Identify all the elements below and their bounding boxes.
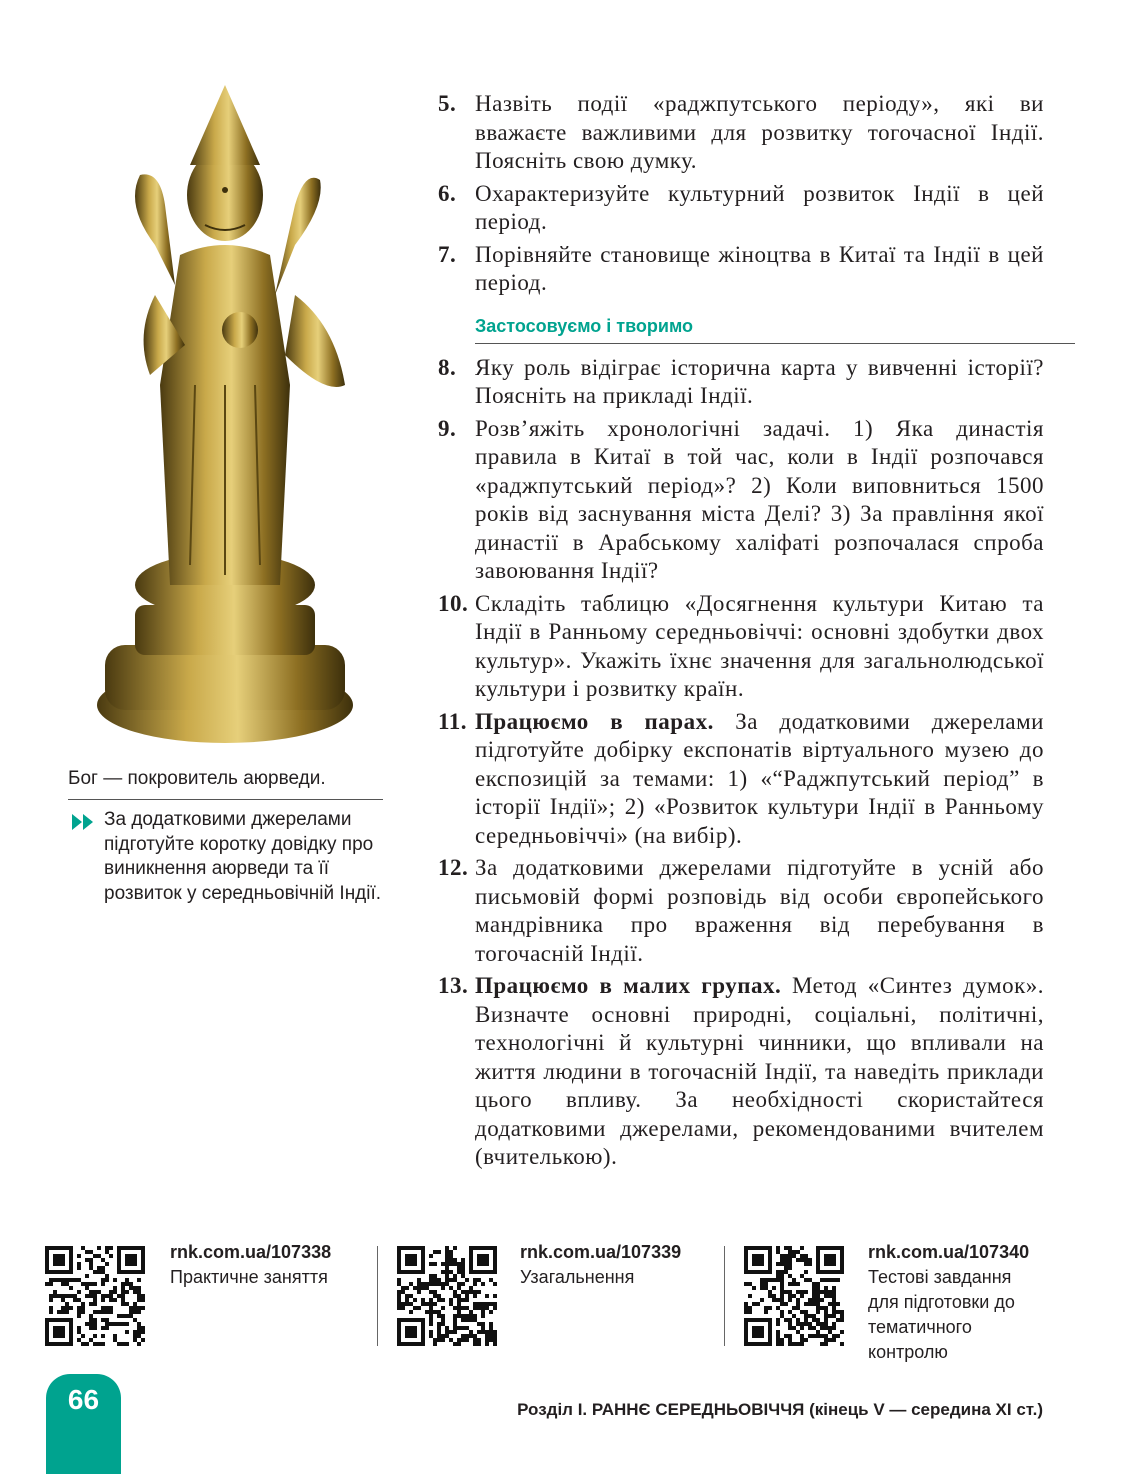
qr-url[interactable]: rnk.com.ua/107339 — [520, 1242, 682, 1262]
qr-code-icon[interactable] — [744, 1246, 844, 1346]
question-number: 11. — [438, 708, 467, 734]
question-body — [475, 972, 1044, 1172]
question-bold-lead: Працюємо в малих групах. — [475, 973, 782, 998]
question-number: 8. — [438, 354, 457, 380]
qr-text-1 — [170, 1240, 360, 1290]
question-9 — [438, 415, 1044, 586]
question-text: За додатковими джерелами підготуйте в усній або письмовій формі розповідь від особи європейського мандрівника про враження від перебування в тогочасній Індії. — [475, 855, 1044, 966]
question-5 — [438, 90, 1044, 176]
question-8 — [438, 354, 1044, 411]
qr-label: Узагальнення — [520, 1267, 635, 1287]
question-body — [475, 708, 1044, 851]
question-number: 7. — [438, 241, 457, 267]
question-bold-lead: Працюємо в парах. — [475, 708, 714, 734]
question-number: 13. — [438, 973, 469, 998]
section-title: Застосовуємо і творимо — [475, 315, 694, 336]
question-number: 12. — [438, 855, 469, 880]
statue-image — [95, 85, 360, 745]
question-7 — [438, 241, 1044, 298]
question-number: 6. — [438, 180, 457, 206]
qr-code-icon[interactable] — [397, 1246, 497, 1346]
question-6 — [438, 180, 1044, 237]
question-10 — [438, 590, 1044, 704]
section-divider — [475, 343, 1075, 344]
double-arrow-icon — [72, 814, 96, 830]
question-number: 9. — [438, 415, 457, 441]
qr-label: Тестові завдання для підготовки до тематичного контролю — [868, 1267, 1015, 1362]
questions — [438, 90, 1044, 1176]
question-12 — [438, 854, 1044, 968]
tip-text: За додатковими джерелами підготуйте коротку довідку про виникнення аюрведи та її розвиток у середньовічній Індії. — [104, 809, 382, 904]
running-footer: Розділ І. РАННЄ СЕРЕДНЬОВІЧЧЯ (кінець V — середина XI ст.) — [517, 1400, 1043, 1419]
question-text: За додатковими джерелами підготуйте добірку експонатів віртуального музею до експозицій за темами: 1) «“Раджпутський період” в історії Індії»; 2) «Розвиток культури Індії в Ранньому середньовіччі» (на вибір). — [475, 708, 1044, 848]
page-number-tab — [46, 1374, 121, 1474]
qr-url[interactable]: rnk.com.ua/107340 — [868, 1242, 1030, 1262]
question-number: 5. — [438, 91, 457, 116]
question-11 — [438, 708, 1044, 851]
question-text: Охарактеризуйте культурний розвиток Індії в цей період. — [475, 180, 1044, 234]
caption-divider — [68, 799, 383, 800]
qr-divider — [724, 1246, 725, 1346]
question-text: Порівняйте становище жіноцтва в Китаї та Індії в цей період. — [475, 241, 1044, 295]
page-number: 66 — [67, 1384, 100, 1415]
question-text: Назвіть події «раджпутського періоду», які ви вважаєте важливими для розвитку тогочасної Індії. Поясніть свою думку. — [475, 91, 1044, 173]
question-number: 10. — [438, 590, 469, 616]
qr-text-2 — [520, 1240, 710, 1290]
question-text: Розв’яжіть хронологічні задачі. 1) Яка династія правила в Китаї в той час, коли в Індії розпочався «раджпутський період»? 2) Коли виповниться 1500 років від заснування міста Делі? 3) За правління якої династії в Арабському халіфаті розпочалася спроба завоювання Індії? — [475, 415, 1044, 583]
question-13 — [438, 972, 1044, 1172]
qr-text-3 — [868, 1240, 1043, 1365]
question-text: Яку роль відіграє історична карта у вивченні історії? Поясніть на прикладі Індії. — [475, 354, 1044, 408]
qr-url[interactable]: rnk.com.ua/107338 — [170, 1242, 332, 1262]
figure-caption: Бог — покровитель аюрведи. — [68, 768, 326, 789]
question-text: Метод «Синтез думок». Визначте основні природні, соціальні, політичні, технологічні й культурні чинники, що впливали на життя людини в тогочасній Індії, та наведіть приклади цього впливу. За необхідності скористайтеся додатковими джерелами, рекомендованими вчителем (вчителькою). — [475, 973, 1044, 1169]
question-text: Складіть таблицю «Досягнення культури Китаю та Індії в Ранньому середньовіччі: основні здобутки двох культур». Укажіть їхнє значення для загальнолюдської культури і розвитку країн. — [475, 590, 1044, 701]
qr-divider — [377, 1246, 378, 1346]
qr-label: Практичне заняття — [170, 1267, 328, 1287]
qr-code-icon[interactable] — [45, 1246, 145, 1346]
